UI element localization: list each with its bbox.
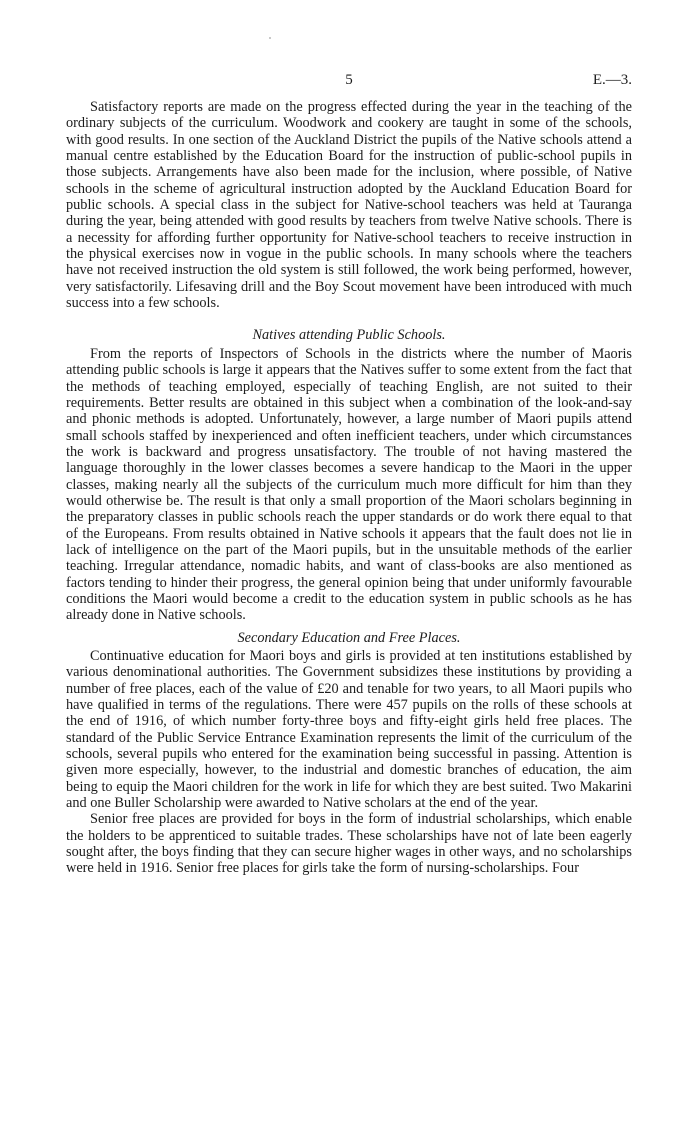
paragraph-senior-free-places: Senior free places are provided for boys in the form of industrial scholarships, which enable the holders to be apprenticed to suitable trades. These scholarships have not of late been eagerly sought after, the boys finding that they can secure higher wages in other ways, and no scholarships were held in 1916. Senior free places for girls take the form of nursing-scholarships. Four xyxy=(66,811,632,877)
paragraph-continuative-education: Continuative education for Maori boys and girls is provided at ten institutions established by various denominational authorities. The Government subsidizes these institutions by providing a number of free places, each of the value of £20 and tenable for two years, to all Maori pupils who have qualified in terms of the regulations. There were 457 pupils on the rolls of these schools at the end of 1916, of which number forty-three boys and fifty-eight girls held free places. The standard of the Public Service Entrance Examination represents the limit of the curriculum of the schools, several pupils who entered for the examination being successful in passing. Attention is given more especially, however, to the industrial and domestic branches of education, the aim being to equip the Maori children for the work in life for which they are best suited. Two Makarini and one Buller Scholarship were awarded to Native scholars at the end of the year. xyxy=(66,648,632,812)
section-natives-public-schools xyxy=(66,327,632,623)
heading-natives-public-schools: Natives attending Public Schools. xyxy=(252,327,446,344)
body-text xyxy=(66,99,632,877)
paragraph-natives-public-schools: From the reports of Inspectors of Schools in the districts where the number of Maoris attending public schools is large it appears that the Natives suffer to some extent from the fact that the methods of teaching employed, especially of teaching English, are not suited to their requirements. Better results are obtained in this subject when a combination of the look-and-say and phonic methods is adopted. Unfortunately, however, a large number of Maori pupils attend small schools staffed by inexperienced and often inefficient teachers, under which circumstances the work is backward and progress unsatisfactory. The trouble of not having mastered the language thoroughly in the lower classes becomes a severe handicap to the Maori in the upper classes, making nearly all the subjects of the curriculum much more difficult for him than they would otherwise be. The result is that only a small proportion of the Maori scholars beginning in the preparatory classes in public schools reach the upper standards or do work there equal to that of the Europeans. From results obtained in Native schools it appears that the fault does not lie in lack of intelligence on the part of the Maori pupils, but in the unsuitable methods of the earlier teaching. Irregular attendance, nomadic habits, and want of class-books are also mentioned as factors tending to hinder their progress, the general opinion being that under uniformly favourable conditions the Maori would become a credit to the education system in public schools as he has already done in Native schools. xyxy=(66,345,632,624)
section-secondary-education xyxy=(66,630,632,877)
document-page xyxy=(66,0,632,1130)
document-reference: E.—3. xyxy=(592,72,632,88)
section-curriculum xyxy=(66,99,632,311)
page-number: 5 xyxy=(345,72,353,88)
page-header xyxy=(66,72,632,92)
heading-secondary-education: Secondary Education and Free Places. xyxy=(237,629,461,646)
paragraph-curriculum: Satisfactory reports are made on the progress effected during the year in the teaching of the ordinary subjects of the curriculum. Woodwork and cookery are taught in some of the schools, with good results. In one section of the Auckland District the pupils of the Native schools attend a manual centre established by the Education Board for the instruction of public-school pupils in those subjects. Arrangements have also been made for the inclusion, where possible, of Native schools in the scheme of agricultural instruction adopted by the Auckland Education Board for public schools. A special class in the subject for Native-school teachers was held at Tauranga during the year, being attended with good results by teachers from twelve Native schools. There is a necessity for affording further opportunity for Native-school teachers to receive instruction in the physical exercises now in vogue in the public schools. In many schools where the teachers have not received instruction the old system is still followed, the work being performed, however, very satisfactorily. Lifesaving drill and the Boy Scout movement have been introduced with much success into a few schools. xyxy=(66,99,632,312)
